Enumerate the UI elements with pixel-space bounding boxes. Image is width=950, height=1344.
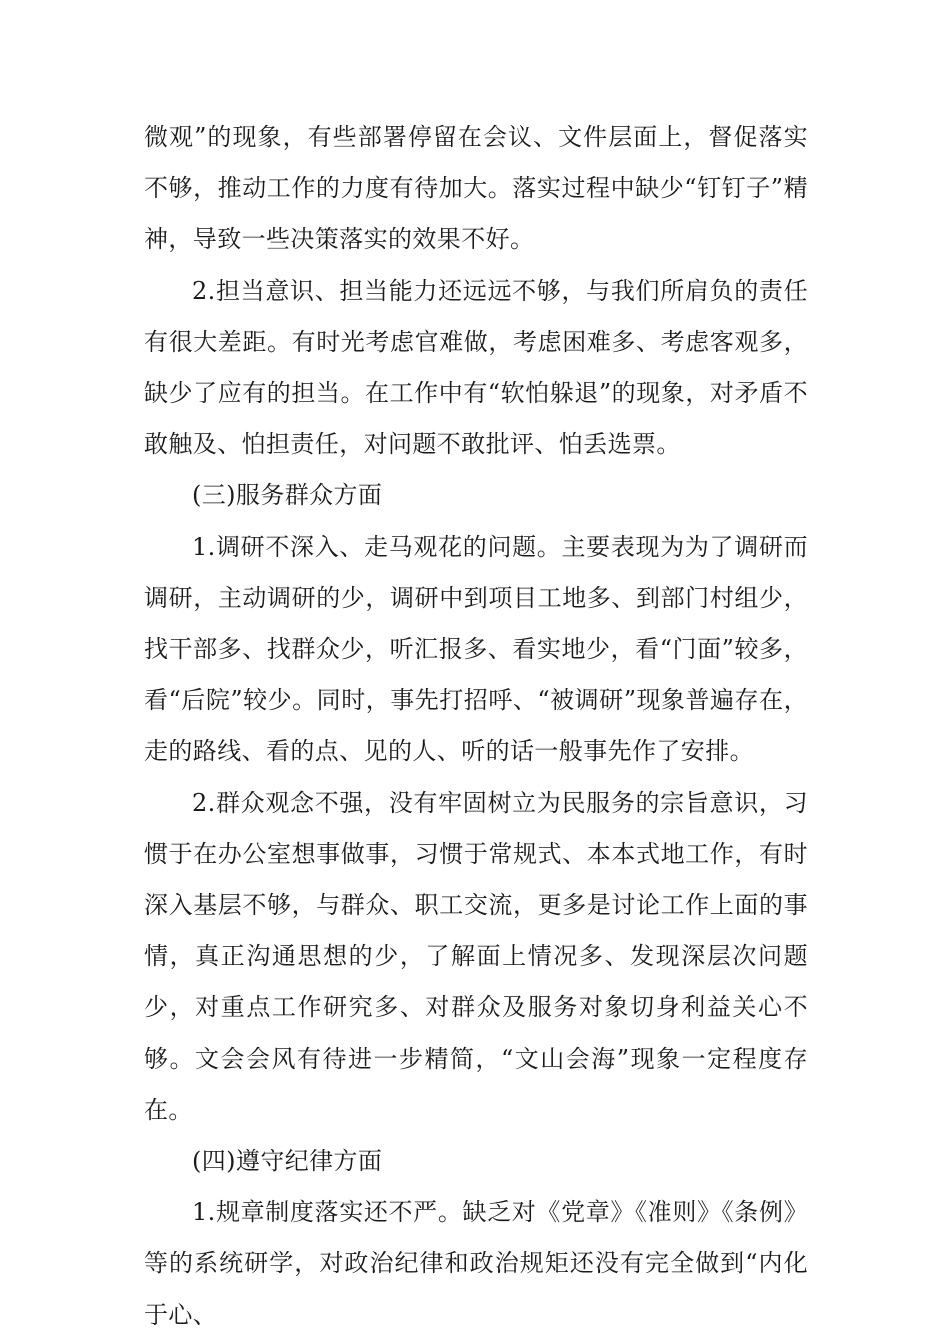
- paragraph-item-2-mass-concept: 2.群众观念不强，没有牢固树立为民服务的宗旨意识，习惯于在办公室想事做事，习惯于常规式、本本式地工作，有时深入基层不够，与群众、职工交流，更多是讨论工作上面的事情，真正沟通思想的少，了解面上情况多、发现深层次问题少，对重点工作研究多、对群众及服务对象切身利益关心不够。文会会风有待进一步精简，“文山会海”现象一定程度存在。: [144, 788, 808, 1124]
- paragraph-item-2-responsibility: 2.担当意识、担当能力还远远不够，与我们所肩负的责任有很大差距。有时光考虑官难做，考虑困难多、考虑客观多，缺少了应有的担当。在工作中有“软怕躲退”的现象，对矛盾不敢触及、怕担责任，对问题不敢批评、怕丢选票。: [144, 276, 808, 459]
- paragraph-continuation: 微观”的现象，有些部署停留在会议、文件层面上，督促落实不够，推动工作的力度有待加大。落实过程中缺少“钉钉子”精神，导致一些决策落实的效果不好。: [144, 123, 808, 254]
- section-heading-discipline: (四)遵守纪律方面: [192, 1147, 383, 1176]
- document-body: [144, 112, 808, 1341]
- section-heading-serving-masses: (三)服务群众方面: [192, 481, 383, 510]
- paragraph-item-1-regulations: 1.规章制度落实还不严。缺乏对《党章》《准则》《条例》等的系统研学，对政治纪律和政治规矩还没有完全做到“内化于心、: [144, 1198, 808, 1329]
- paragraph-item-1-research: 1.调研不深入、走马观花的问题。主要表现为为了调研而调研，主动调研的少，调研中到项目工地多、到部门村组少，找干部多、找群众少，听汇报多、看实地少，看“门面”较多，看“后院”较少。同时，事先打招呼、“被调研”现象普遍存在，走的路线、看的点、见的人、听的话一般事先作了安排。: [144, 532, 808, 766]
